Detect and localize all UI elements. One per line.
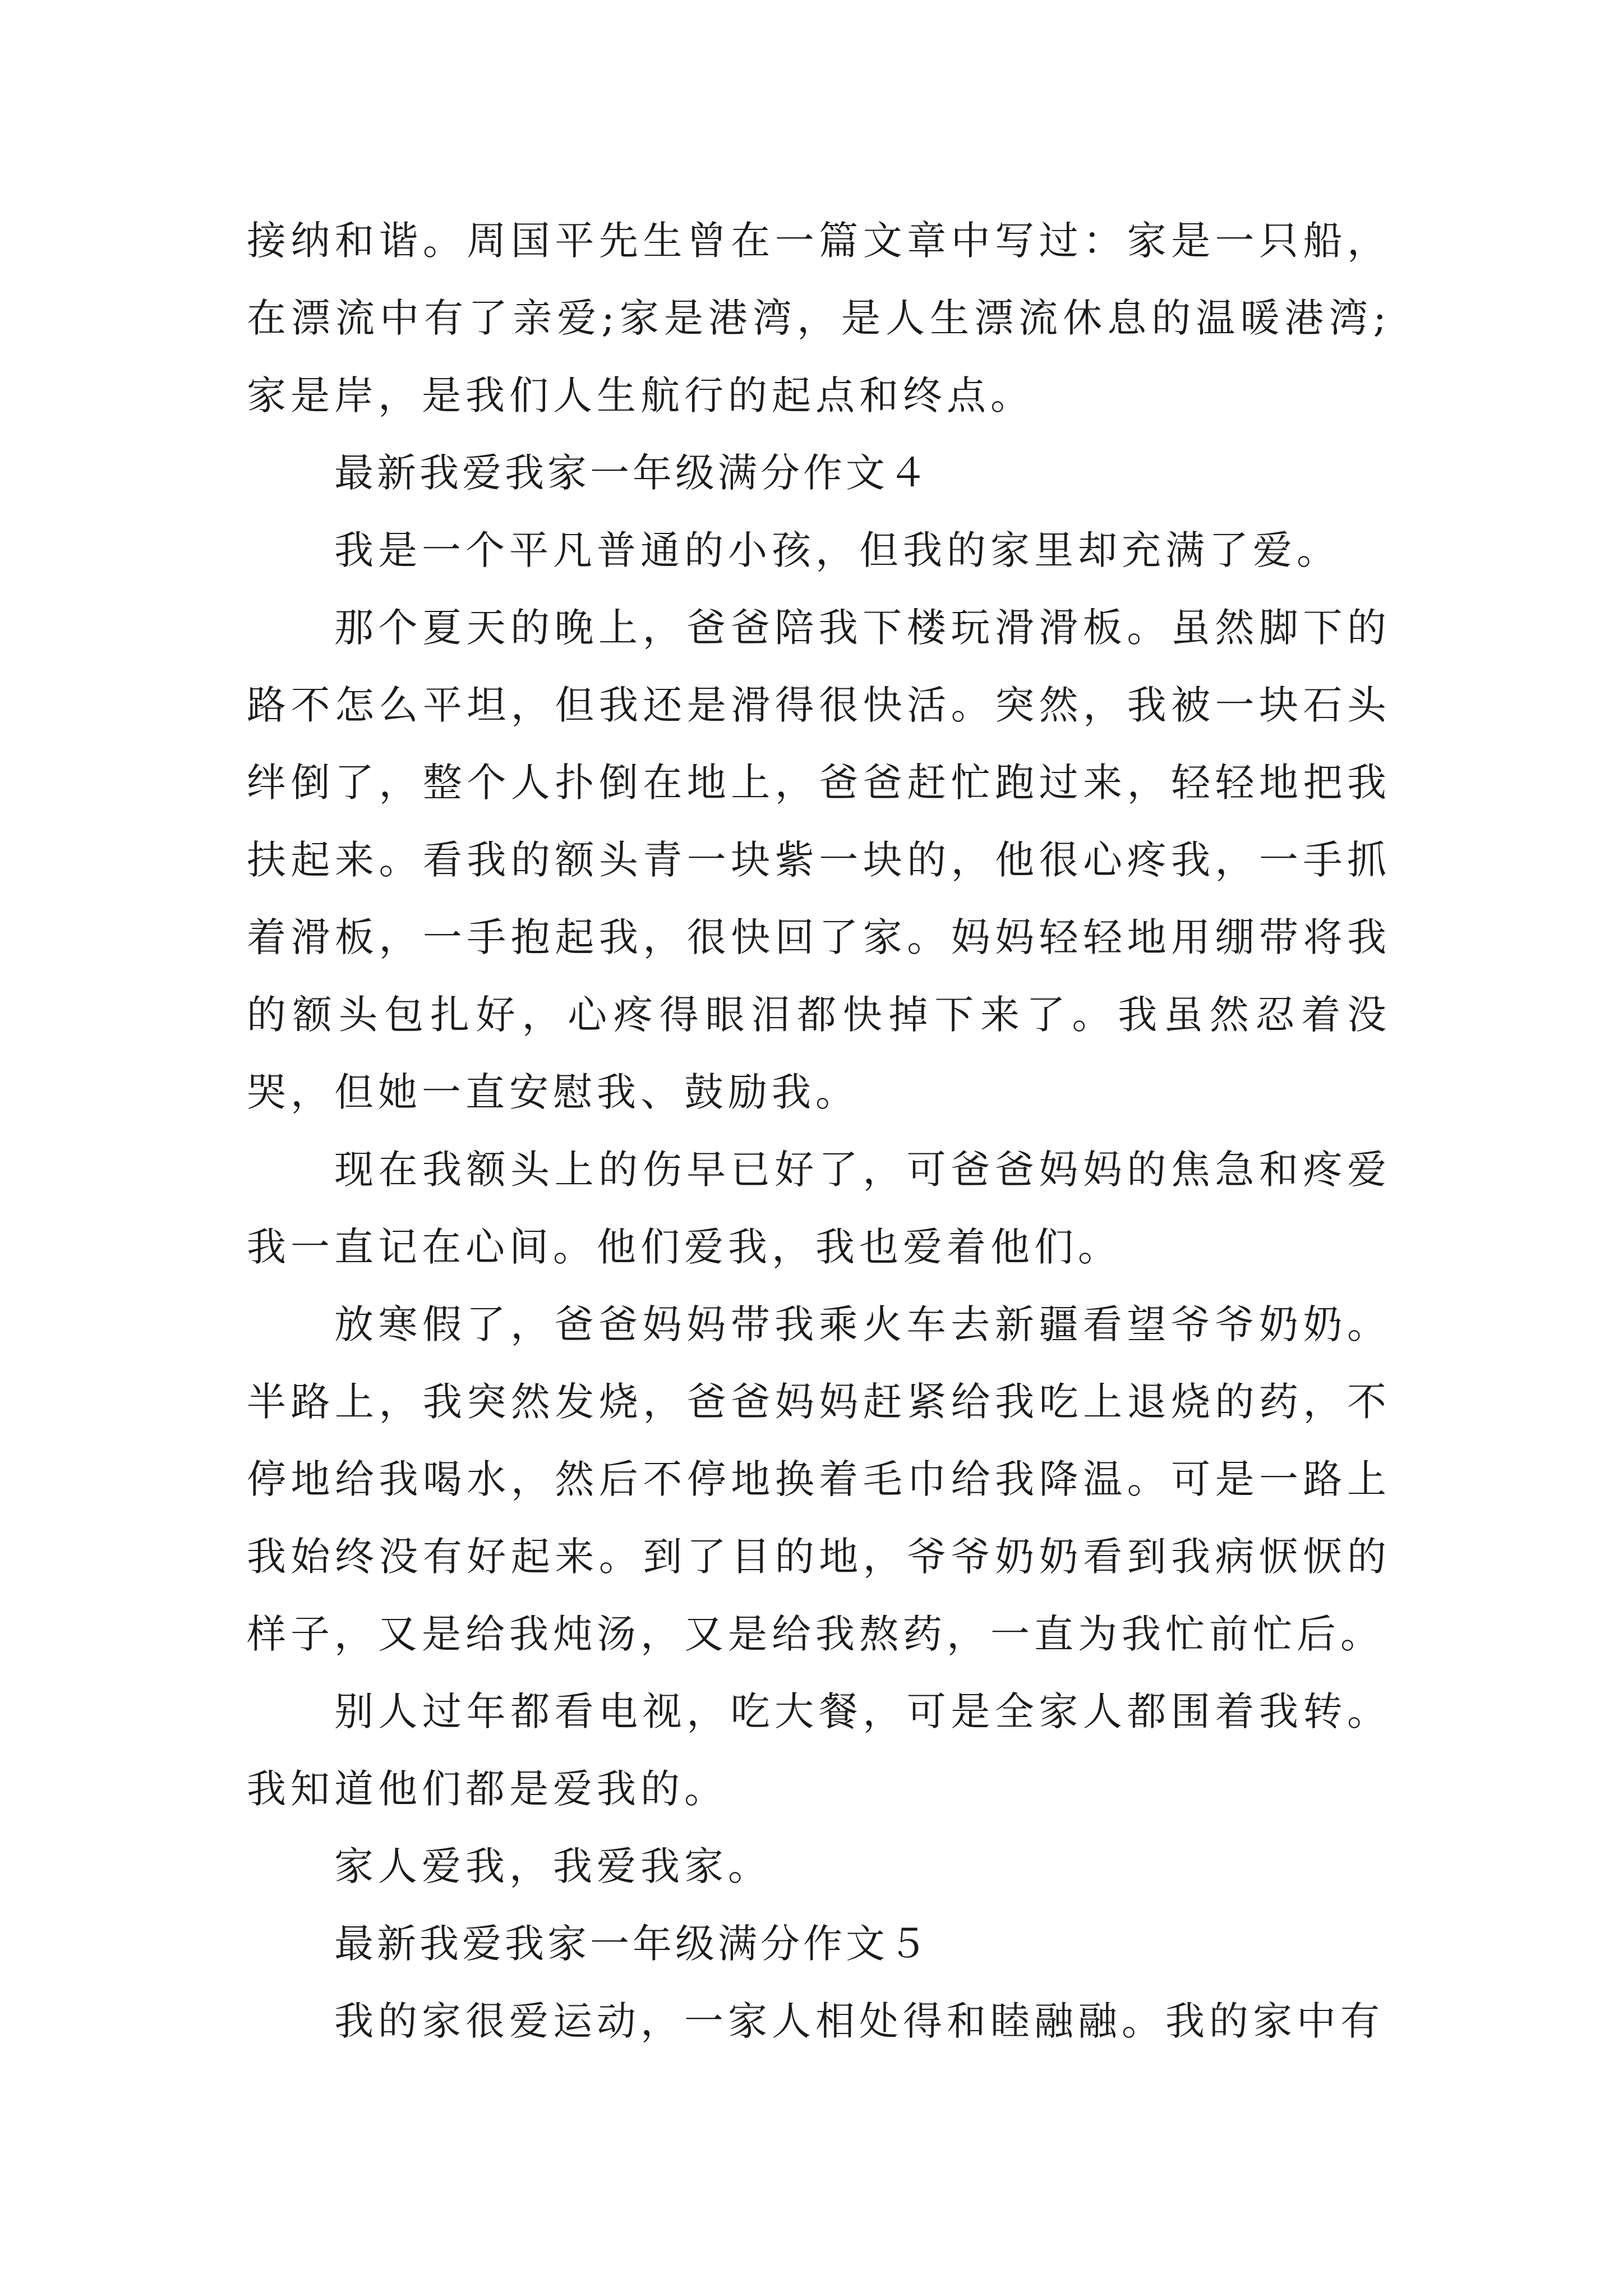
paragraph: 别人过年都看电视，吃大餐，可是全家人都围着我转。我知道他们都是爱我的。 [247,1688,1391,1812]
paragraph-intro: 接纳和谐。周国平先生曾在一篇文章中写过：家是一只船，在漂流中有了亲爱;家是港湾，是人生漂流休息的温暖港湾;家是岸，是我们人生航行的起点和终点。 [247,218,1391,418]
paragraph: 家人爱我，我爱我家。 [334,1843,772,1889]
document-body [247,202,1391,2060]
section-heading-4: 最新我爱我家一年级满分作文４ [334,450,931,496]
section-heading-5: 最新我爱我家一年级满分作文５ [334,1921,931,1967]
paragraph: 那个夏天的晚上，爸爸陪我下楼玩滑滑板。虽然脚下的路不怎么平坦，但我还是滑得很快活。突然，我被一块石头绊倒了，整个人扑倒在地上，爸爸赶忙跑过来，轻轻地把我扶起来。看我的额头青一块紫一块的，他很心疼我，一手抓着滑板，一手抱起我，很快回了家。妈妈轻轻地用绷带将我的额头包扎好，心疼得眼泪都快掉下来了。我虽然忍着没哭，但她一直安慰我、鼓励我。 [247,605,1391,1115]
paragraph: 现在我额头上的伤早已好了，可爸爸妈妈的焦急和疼爱我一直记在心间。他们爱我，我也爱着他们。 [247,1147,1391,1270]
paragraph: 我是一个平凡普通的小孩，但我的家里却充满了爱。 [334,527,1340,573]
paragraph: 我的家很爱运动，一家人相处得和睦融融。我的家中有 [334,1998,1384,2044]
paragraph: 放寒假了，爸爸妈妈带我乘火车去新疆看望爷爷奶奶。半路上，我突然发烧，爸爸妈妈赶紧给我吃上退烧的药，不停地给我喝水，然后不停地换着毛巾给我降温。可是一路上我始终没有好起来。到了目的地，爷爷奶奶看到我病恹恹的样子，又是给我炖汤，又是给我熬药，一直为我忙前忙后。 [247,1301,1391,1657]
